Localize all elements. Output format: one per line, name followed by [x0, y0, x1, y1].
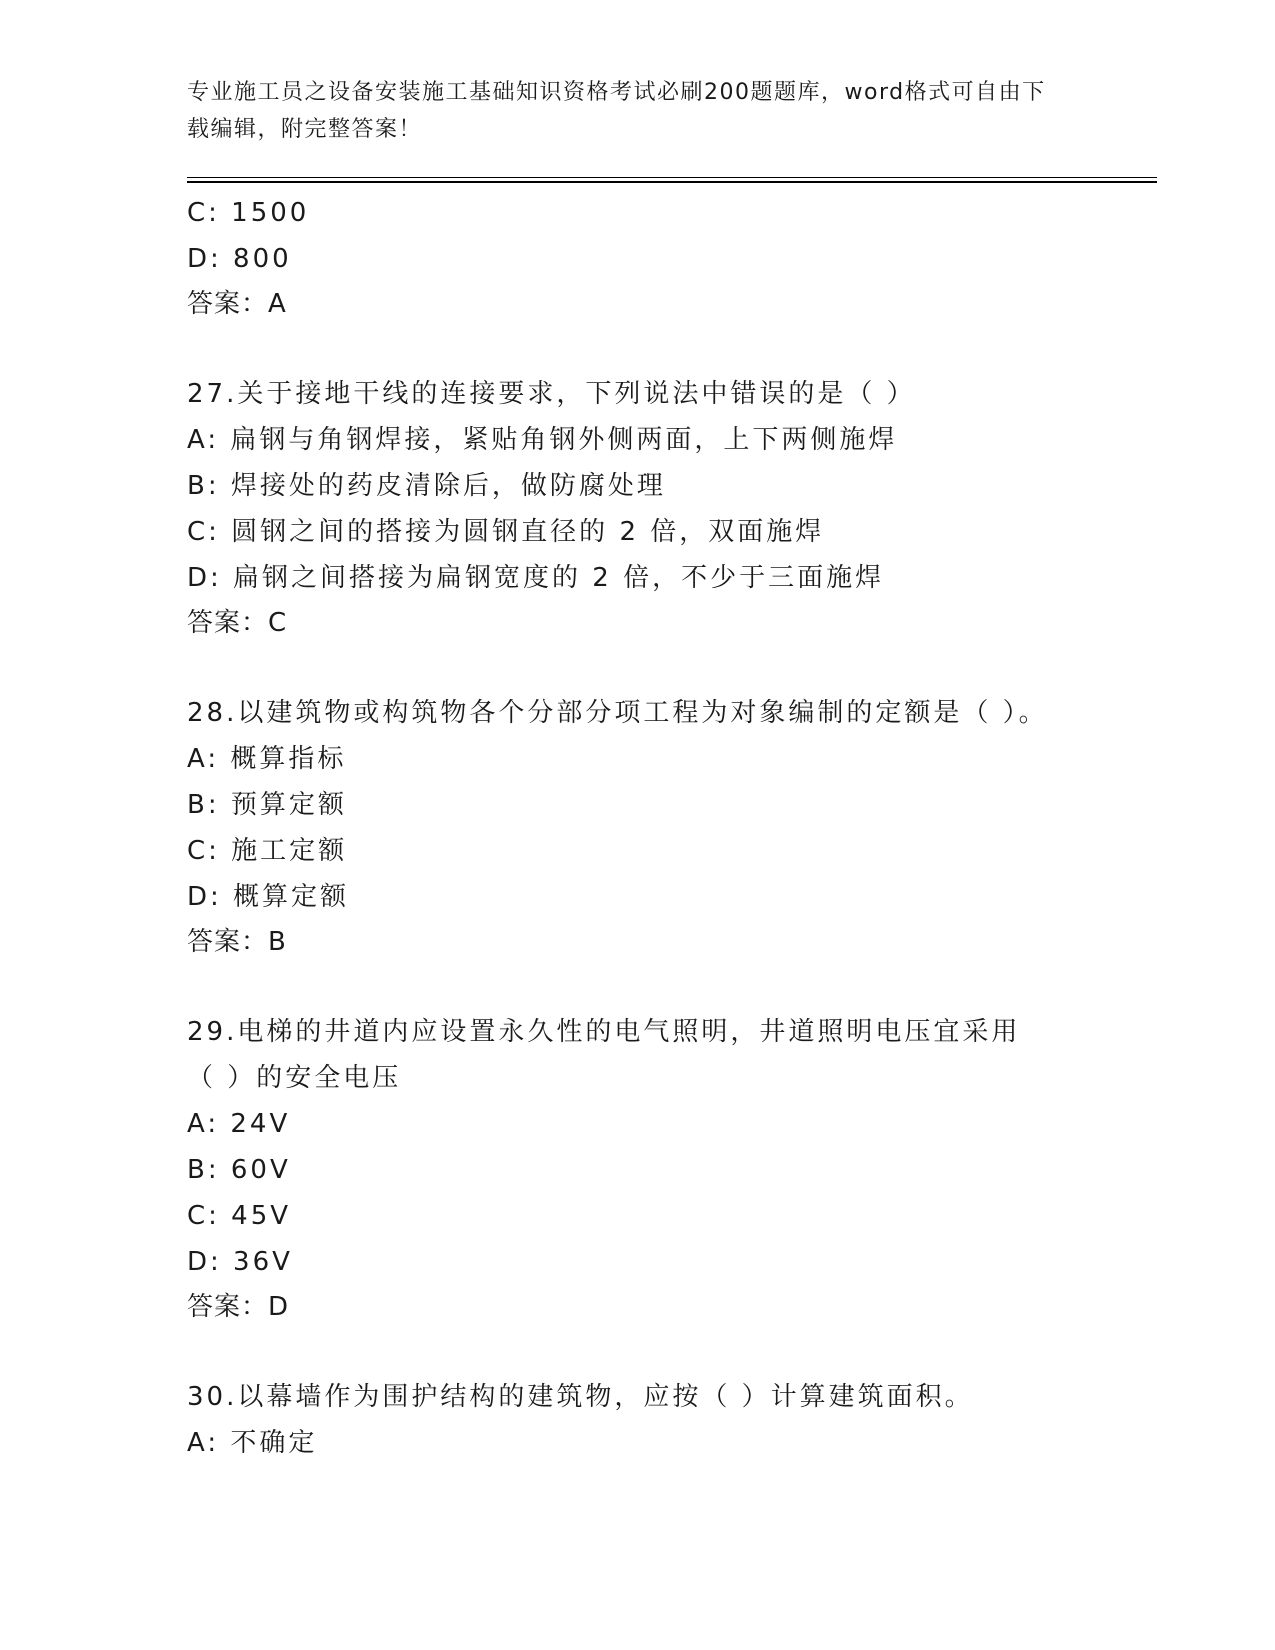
prev-answer: 答案：A [187, 289, 287, 319]
document-header [187, 74, 1067, 148]
header-divider-thick [187, 181, 1157, 183]
question-28-answer: 答案：B [187, 927, 287, 957]
question-29-option-c: C: 45V [187, 1201, 292, 1231]
question-28-option-a: A: 概算指标 [187, 744, 347, 774]
question-28-option-d: D: 概算定额 [187, 882, 350, 912]
question-27-answer: 答案：C [187, 608, 288, 638]
question-list [187, 190, 1087, 1466]
question-27-stem: 27.关于接地干线的连接要求，下列说法中错误的是（ ） [187, 379, 916, 409]
question-30-option-a: A: 不确定 [187, 1428, 318, 1458]
question-30-stem: 30.以幕墙作为围护结构的建筑物，应按（ ）计算建筑面积。 [187, 1382, 974, 1412]
question-29-answer: 答案：D [187, 1292, 290, 1322]
question-27-option-b: B: 焊接处的药皮清除后，做防腐处理 [187, 471, 666, 501]
prev-option-c: C: 1500 [187, 198, 310, 228]
question-28-option-b: B: 预算定额 [187, 790, 347, 820]
question-28-stem: 28.以建筑物或构筑物各个分部分项工程为对象编制的定额是（ ）。 [187, 698, 1048, 728]
question-27-option-d: D: 扁钢之间搭接为扁钢宽度的 2 倍，不少于三面施焊 [187, 563, 885, 593]
question-27-option-a: A: 扁钢与角钢焊接，紧贴角钢外侧两面，上下两侧施焊 [187, 425, 898, 455]
question-29-option-a: A: 24V [187, 1109, 291, 1139]
question-28-option-c: C: 施工定额 [187, 836, 348, 866]
spacer [187, 645, 1087, 690]
question-29-stem: 29.电梯的井道内应设置永久性的电气照明，井道照明电压宜采用（ ）的安全电压 [187, 1017, 1021, 1093]
spacer [187, 1329, 1087, 1374]
question-29-option-b: B: 60V [187, 1155, 291, 1185]
header-divider-thin [187, 177, 1157, 178]
prev-option-d: D: 800 [187, 244, 292, 274]
question-29-option-d: D: 36V [187, 1247, 293, 1277]
spacer [187, 326, 1087, 371]
spacer [187, 964, 1087, 1009]
question-27-option-c: C: 圆钢之间的搭接为圆钢直径的 2 倍，双面施焊 [187, 517, 825, 547]
header-title: 专业施工员之设备安装施工基础知识资格考试必刷200题题库，word格式可自由下载编辑，附完整答案！ [187, 80, 1046, 142]
